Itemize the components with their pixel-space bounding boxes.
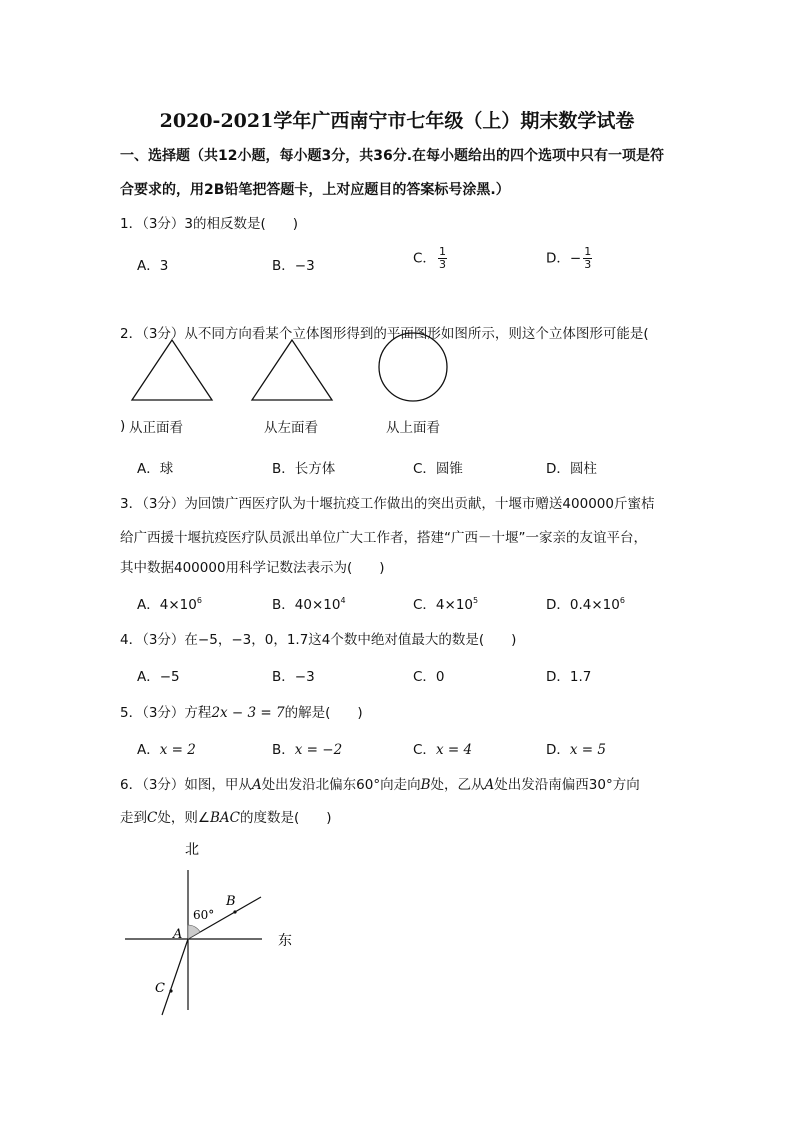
front-view-triangle <box>132 340 212 400</box>
caption-top-view: 从上面看 <box>386 420 440 436</box>
q5-a-equation: x = 2 <box>159 742 196 758</box>
q1-option-c-prefix: C． <box>413 250 436 267</box>
q4-option-b: B．−3 <box>272 669 315 685</box>
q4-option-d: D．1.7 <box>546 669 592 685</box>
top-view-circle <box>379 333 447 401</box>
q5-option-c <box>413 738 472 758</box>
q6-angle-bac: BAC <box>209 810 240 826</box>
q2-paren-close: ) <box>120 418 126 434</box>
q6-text: 6．（3分）如图，甲从 <box>120 777 252 793</box>
q2-option-a: A．球 <box>137 461 174 477</box>
q5-option-d <box>546 738 606 758</box>
label-east: 东 <box>278 933 292 949</box>
q3-option-a <box>137 593 202 613</box>
q6-point-a: A <box>484 777 495 793</box>
label-north: 北 <box>185 842 199 858</box>
q4-option-a: A．−5 <box>137 669 180 685</box>
q6-point-b: B <box>420 777 431 793</box>
question-3-line3: 其中数据400000用科学记数法表示为( ) <box>120 560 385 576</box>
q3-d-exponent: 6 <box>619 596 625 605</box>
q3-option-d <box>546 593 625 613</box>
label-point-c: C <box>155 981 165 996</box>
q5-option-a <box>137 738 196 758</box>
section-header-line1: 一、选择题（共12小题，每小题3分，共36分.在每小题给出的四个选项中只有一项是符 <box>120 148 665 164</box>
q6-text: 处出发沿南偏西30°方向 <box>494 777 640 793</box>
label-point-b: B <box>226 894 236 909</box>
q3-d-base: D．0.4×10 <box>546 597 620 613</box>
q5-option-b <box>272 738 342 758</box>
question-5-stem <box>120 701 363 721</box>
q2-three-views-figure <box>125 332 455 412</box>
q6-direction-figure <box>115 835 315 1020</box>
caption-front-view: 从正面看 <box>129 420 183 436</box>
question-1-stem: 1．（3分）3的相反数是( ) <box>120 216 299 232</box>
q5-c-prefix: C． <box>413 742 436 758</box>
q4-option-c: C．0 <box>413 669 445 685</box>
q1-option-b: B．−3 <box>272 258 315 274</box>
q3-c-base: C．4×10 <box>413 597 474 613</box>
q6-text: 走到 <box>120 810 147 826</box>
label-angle-60: 60° <box>193 908 215 922</box>
q5-d-prefix: D． <box>546 742 570 758</box>
q3-c-exponent: 5 <box>473 596 479 605</box>
q5-d-equation: x = 5 <box>569 742 607 758</box>
angle-60-marker <box>188 925 200 939</box>
q2-option-d: D．圆柱 <box>546 461 597 477</box>
q1-option-c-fraction <box>438 246 447 271</box>
question-3-line2: 给广西援十堰抗疫医疗队员派出单位广大工作者，搭建“广西－十堰”一家亲的友谊平台， <box>120 530 647 546</box>
q5-b-equation: x = −2 <box>294 742 343 758</box>
question-2-stem: 2．（3分）从不同方向看某个立体图形得到的平面图形如图所示，则这个立体图形可能是( <box>120 326 649 342</box>
point-c-dot <box>169 989 172 992</box>
caption-left-view: 从左面看 <box>264 420 318 436</box>
point-b-dot <box>233 910 236 913</box>
q6-text: 的度数是( ) <box>239 810 332 826</box>
question-6-line1 <box>120 773 640 793</box>
q3-option-b <box>272 593 346 613</box>
q1-d-numerator: 1 <box>584 245 592 258</box>
q6-point-a: A <box>251 777 262 793</box>
question-6-line2 <box>120 806 332 826</box>
q6-text: 处，则∠ <box>157 810 210 826</box>
q5-stem-prefix: 5．（3分）方程 <box>120 705 212 721</box>
q1-option-a: A．3 <box>137 258 169 274</box>
q3-a-base: A．4×10 <box>137 597 197 613</box>
q1-option-d-fraction <box>583 246 592 271</box>
section-header-line2: 合要求的，用2B铅笔把答题卡，上对应题目的答案标号涂黑.） <box>120 182 510 198</box>
q5-stem-suffix: 的解是( ) <box>284 705 363 721</box>
page-title: 2020-2021学年广西南宁市七年级（上）期末数学试卷 <box>159 110 635 132</box>
q3-option-c <box>413 593 478 613</box>
q3-b-base: B．40×10 <box>272 597 341 613</box>
left-view-triangle <box>252 340 332 400</box>
q5-b-prefix: B． <box>272 742 295 758</box>
q1-c-denominator: 3 <box>438 258 446 271</box>
ray-ac <box>162 939 188 1015</box>
q6-text: 处，乙从 <box>430 777 485 793</box>
label-point-a: A <box>173 927 183 942</box>
question-3-line1: 3．（3分）为回馈广西医疗队为十堰抗疫工作做出的突出贡献，十堰市赠送400000斤蜜桔 <box>120 496 655 512</box>
q1-d-denominator: 3 <box>584 258 592 271</box>
q1-option-d <box>546 246 592 271</box>
q1-option-c <box>413 246 447 271</box>
q5-equation: 2x − 3 = 7 <box>211 705 285 721</box>
q2-option-b: B．长方体 <box>272 461 336 477</box>
q5-c-equation: x = 4 <box>435 742 473 758</box>
q6-point-c: C <box>147 810 158 826</box>
q5-a-prefix: A． <box>137 742 160 758</box>
q3-b-exponent: 4 <box>340 596 346 605</box>
q2-option-c: C．圆锥 <box>413 461 463 477</box>
q1-option-d-prefix: D．− <box>546 250 582 267</box>
q6-text: 处出发沿北偏东60°向走向 <box>261 777 421 793</box>
question-4-stem: 4．（3分）在−5，−3，0，1.7这4个数中绝对值最大的数是( ) <box>120 632 517 648</box>
q1-c-numerator: 1 <box>438 245 446 258</box>
q3-a-exponent: 6 <box>196 596 202 605</box>
